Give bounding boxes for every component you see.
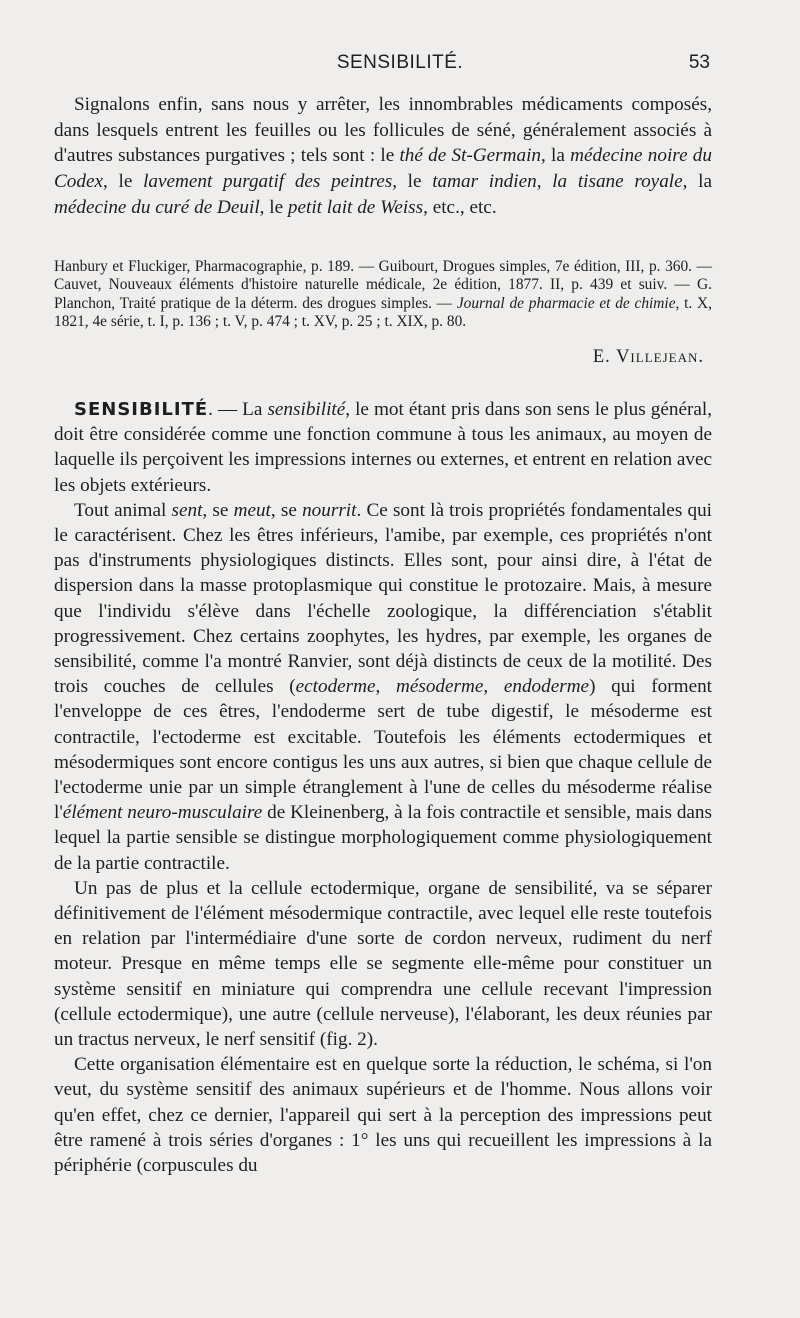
page-number: 53 (688, 52, 710, 73)
running-title: SENSIBILITÉ. (336, 52, 464, 73)
article-paragraph: Un pas de plus et la cellule ectodermique, organe de sensibilité, va se séparer définitivement de l'élément mésodermique contractile, avec lequel elle reste toutefois en relation par l'intermédiaire d'une sorte de cordon nerveux, rudiment du nerf moteur. Presque en même temps elle se segmente elle-même pour constituer un système sensitif en miniature qui comprendra une cellule recevant l'impression (cellule ectodermique), une autre (cellule nerveuse), l'élaborant, les deux réunies par un tractus nerveux, le nerf sensitif (fig. 2). (54, 877, 712, 1051)
page-header (0, 52, 800, 84)
author-signature: E. Villejean. (592, 347, 704, 367)
article-body (54, 397, 712, 1178)
article-paragraph: SENSIBILITÉ. — La sensibilité, le mot étant pris dans son sens le plus général, doit être considérée comme une fonction commune à tous les animaux, au moyen de laquelle ils perçoivent les impressions internes ou externes, et entrent en relation avec les objets extérieurs. (54, 399, 713, 496)
article-paragraph: Tout animal sent, se meut, se nourrit. Ce sont là trois propriétés fondamentales qui le caractérisent. Chez les êtres inférieurs, l'amibe, par exemple, ces propriétés n'ont pas d'instruments physiologiques distincts. Elles sont, pour ainsi dire, à l'état de dispersion dans la masse protoplasmique qui constitue le protozaire. Mais, à mesure que l'individu s'élève dans l'échelle zoologique, la différenciation s'établit progressivement. Chez certains zoophytes, les hydres, par exemple, les organes de sensibilité, comme l'a montré Ranvier, sont déjà distincts de ceux de la motilité. Des trois couches de cellules (ectoderme, mésoderme, endoderme) qui forment l'enveloppe de ces êtres, l'endoderme sert de tube digestif, le mésoderme est contractile, l'ectoderme est excitable. Toutefois les éléments ectodermiques et mésodermiques sont encore contigus les uns aux autres, si bien que chaque cellule de l'ectoderme unie par un simple étranglement à l'une de celles du mésoderme réalise l'élément neuro-musculaire de Kleinenberg, à la fois contractile et sensible, mais dans lequel la partie sensible se distingue morphologiquement comme physiologiquement de la partie contractile. (54, 499, 713, 874)
article-paragraph: Cette organisation élémentaire est en quelque sorte la réduction, le schéma, si l'on veut, du système sensitif des animaux supérieurs et de l'homme. Nous allons voir qu'en effet, chez ce dernier, l'appareil qui sert à la perception des impressions peut être ramené à trois séries d'organes : 1° les uns qui recueillent les impressions à la périphérie (corpuscules du (54, 1054, 712, 1177)
bibliography: Hanbury et Fluckiger, Pharmacographie, p. 189. — Guibourt, Drogues simples, 7e édition, III, p. 360. — Cauvet, Nouveaux éléments d'histoire naturelle médicale, 2e édition, 1877. II, p. 439 et suiv. — G. Planchon, Traité pratique de la déterm. des drogues simples. — Journal de pharmacie et de chimie, t. X, 1821, 4e série, t. I, p. 136 ; t. V, p. 474 ; t. XV, p. 25 ; t. XIX, p. 80. (54, 258, 712, 331)
article-headword: SENSIBILITÉ (74, 399, 209, 420)
previous-article-paragraph: Signalons enfin, sans nous y arrêter, les innombrables médicaments composés, dans lesquels entrent les feuilles ou les follicules de séné, généralement associés à d'autres substances purgatives ; tels sont : le thé de St-Germain, la médecine noire du Codex, le lavement purgatif des peintres, le tamar indien, la tisane royale, la médecine du curé de Deuil, le petit lait de Weiss, etc., etc. (54, 94, 712, 218)
